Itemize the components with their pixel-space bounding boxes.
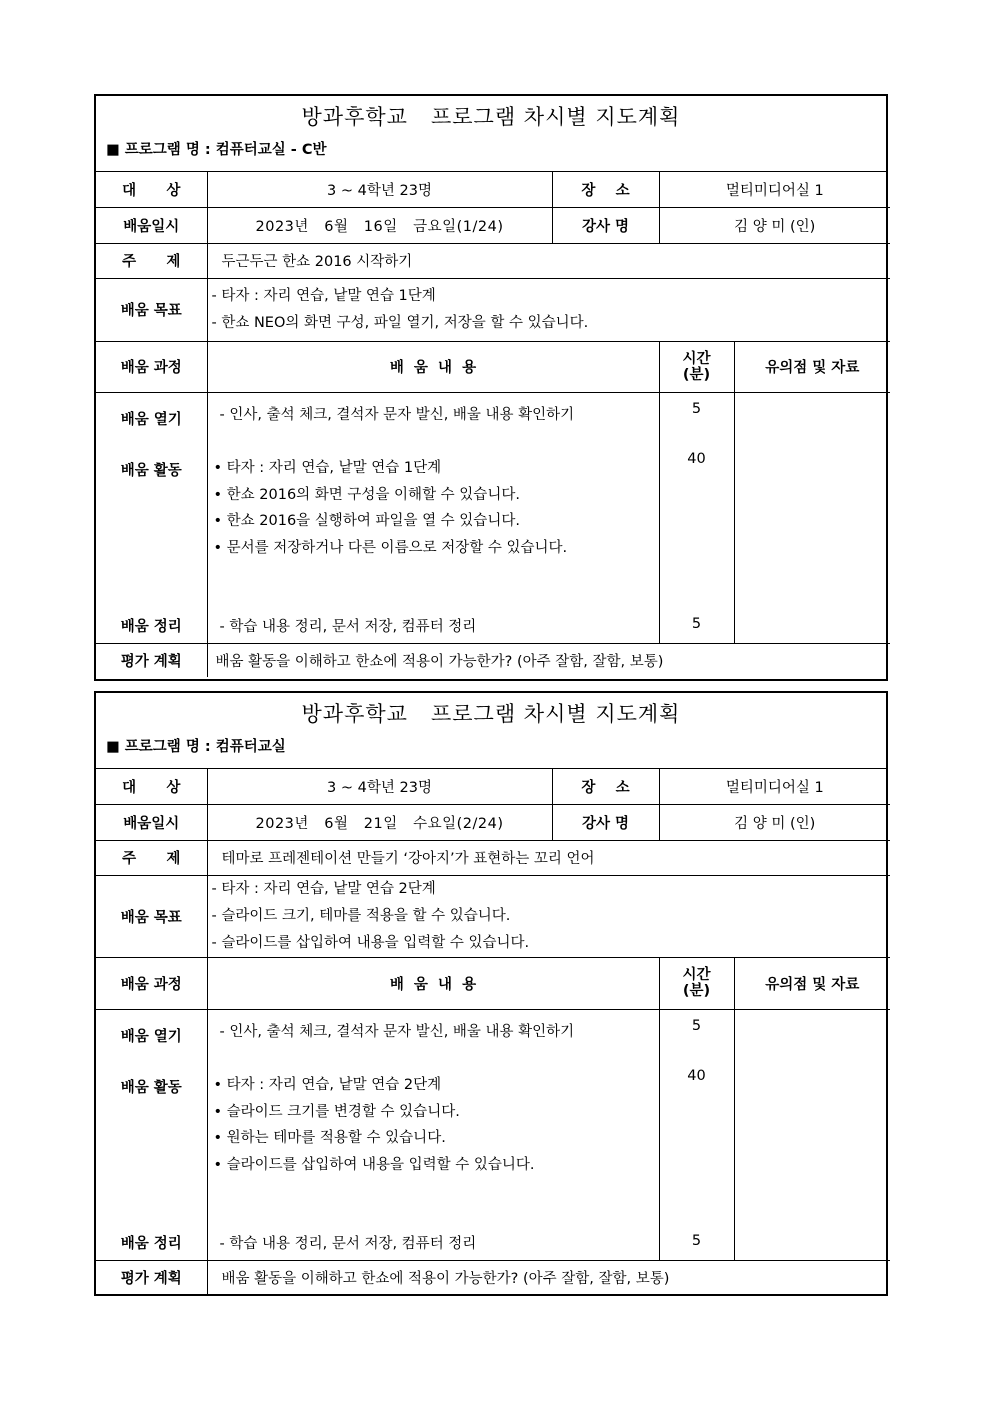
activity-item: • 한쇼 2016의 화면 구성을 이해할 수 있습니다.	[213, 486, 520, 503]
plan-table	[96, 769, 890, 1294]
time-label: 시간 (분)	[659, 957, 734, 1009]
goal-label: 배움 목표	[96, 875, 207, 957]
plan-table	[96, 172, 890, 677]
content-column	[207, 1009, 659, 1260]
lesson-plan-1	[94, 94, 888, 681]
close-content: - 학습 내용 정리, 문서 저장, 컴퓨터 정리	[219, 618, 477, 635]
topic-label: 주 제	[96, 243, 207, 278]
notes-column	[734, 392, 890, 643]
activity-item: • 한쇼 2016을 실행하여 파일을 열 수 있습니다.	[213, 512, 520, 529]
activity-item: • 타자 : 자리 연습, 낱말 연습 2단계	[213, 1076, 442, 1093]
target-label: 대 상	[96, 769, 207, 804]
goal-item: - 타자 : 자리 연습, 낱말 연습 2단계	[211, 880, 436, 897]
time-label: 시간 (분)	[659, 341, 734, 392]
time-activity: 40	[687, 1067, 706, 1084]
date-value: 2023년 6월 21일 수요일(2/24)	[207, 804, 552, 840]
goal-item: - 타자 : 자리 연습, 낱말 연습 1단계	[211, 287, 436, 304]
date-label: 배움일시	[96, 804, 207, 840]
eval-value: 배움 활동을 이해하고 한쇼에 적용이 가능한가? (아주 잘함, 잘함, 보통)	[207, 643, 890, 677]
stage-column	[96, 392, 207, 643]
close-content: - 학습 내용 정리, 문서 저장, 컴퓨터 정리	[219, 1235, 477, 1252]
stage-close: 배움 정리	[120, 618, 182, 635]
topic-label: 주 제	[96, 840, 207, 875]
content-label: 배 움 내 용	[207, 341, 659, 392]
notes-label: 유의점 및 자료	[734, 341, 890, 392]
activity-item: • 원하는 테마를 적용할 수 있습니다.	[213, 1129, 446, 1146]
goal-list	[207, 875, 890, 957]
goal-list	[207, 278, 890, 341]
open-content: - 인사, 출석 체크, 결석자 문자 발신, 배울 내용 확인하기	[219, 406, 575, 423]
place-label: 장 소	[552, 172, 659, 207]
eval-label: 평가 계획	[96, 1260, 207, 1294]
topic-value: 두근두근 한쇼 2016 시작하기	[207, 243, 890, 278]
goal-item: - 슬라이드를 삽입하여 내용을 입력할 수 있습니다.	[211, 934, 530, 951]
teacher-label: 강사 명	[552, 804, 659, 840]
target-label: 대 상	[96, 172, 207, 207]
goal-item: - 슬라이드 크기, 테마를 적용을 할 수 있습니다.	[211, 907, 511, 924]
target-value: 3 ~ 4학년 23명	[207, 172, 552, 207]
activity-item: • 타자 : 자리 연습, 낱말 연습 1단계	[213, 459, 442, 476]
goal-item: - 한쇼 NEO의 화면 구성, 파일 열기, 저장을 할 수 있습니다.	[211, 314, 589, 331]
stage-activity: 배움 활동	[120, 1079, 182, 1096]
topic-value: 테마로 프레젠테이션 만들기 ‘강아지’가 표현하는 꼬리 언어	[207, 840, 890, 875]
target-value: 3 ~ 4학년 23명	[207, 769, 552, 804]
plan-title: 방과후학교 프로그램 차시별 지도계획	[301, 105, 681, 129]
process-label: 배움 과정	[96, 341, 207, 392]
stage-column	[96, 1009, 207, 1260]
time-column	[659, 1009, 734, 1260]
teacher-value: 김 양 미 (인)	[659, 207, 890, 243]
time-activity: 40	[687, 450, 706, 467]
content-label: 배 움 내 용	[207, 957, 659, 1009]
goal-label: 배움 목표	[96, 278, 207, 341]
date-label: 배움일시	[96, 207, 207, 243]
time-column	[659, 392, 734, 643]
content-column	[207, 392, 659, 643]
place-label: 장 소	[552, 769, 659, 804]
time-open: 5	[691, 1017, 702, 1034]
activity-item: • 슬라이드 크기를 변경할 수 있습니다.	[213, 1103, 460, 1120]
program-name: ■ 프로그램 명 : 컴퓨터교실 - C반	[96, 138, 886, 172]
program-name: ■ 프로그램 명 : 컴퓨터교실	[96, 735, 886, 769]
place-value: 멀티미디어실 1	[659, 172, 890, 207]
stage-open: 배움 열기	[120, 1028, 182, 1045]
process-label: 배움 과정	[96, 957, 207, 1009]
stage-open: 배움 열기	[120, 411, 182, 428]
eval-value: 배움 활동을 이해하고 한쇼에 적용이 가능한가? (아주 잘함, 잘함, 보통)	[207, 1260, 890, 1294]
open-content: - 인사, 출석 체크, 결석자 문자 발신, 배울 내용 확인하기	[219, 1023, 575, 1040]
time-close: 5	[691, 615, 702, 632]
notes-column	[734, 1009, 890, 1260]
teacher-value: 김 양 미 (인)	[659, 804, 890, 840]
eval-label: 평가 계획	[96, 643, 207, 677]
time-open: 5	[691, 400, 702, 417]
time-close: 5	[691, 1232, 702, 1249]
stage-activity: 배움 활동	[120, 462, 182, 479]
plan-title: 방과후학교 프로그램 차시별 지도계획	[301, 702, 681, 726]
activity-item: • 슬라이드를 삽입하여 내용을 입력할 수 있습니다.	[213, 1156, 535, 1173]
activity-item: • 문서를 저장하거나 다른 이름으로 저장할 수 있습니다.	[213, 539, 568, 556]
teacher-label: 강사 명	[552, 207, 659, 243]
lesson-plan-2	[94, 691, 888, 1296]
date-value: 2023년 6월 16일 금요일(1/24)	[207, 207, 552, 243]
stage-close: 배움 정리	[120, 1235, 182, 1252]
notes-label: 유의점 및 자료	[734, 957, 890, 1009]
place-value: 멀티미디어실 1	[659, 769, 890, 804]
